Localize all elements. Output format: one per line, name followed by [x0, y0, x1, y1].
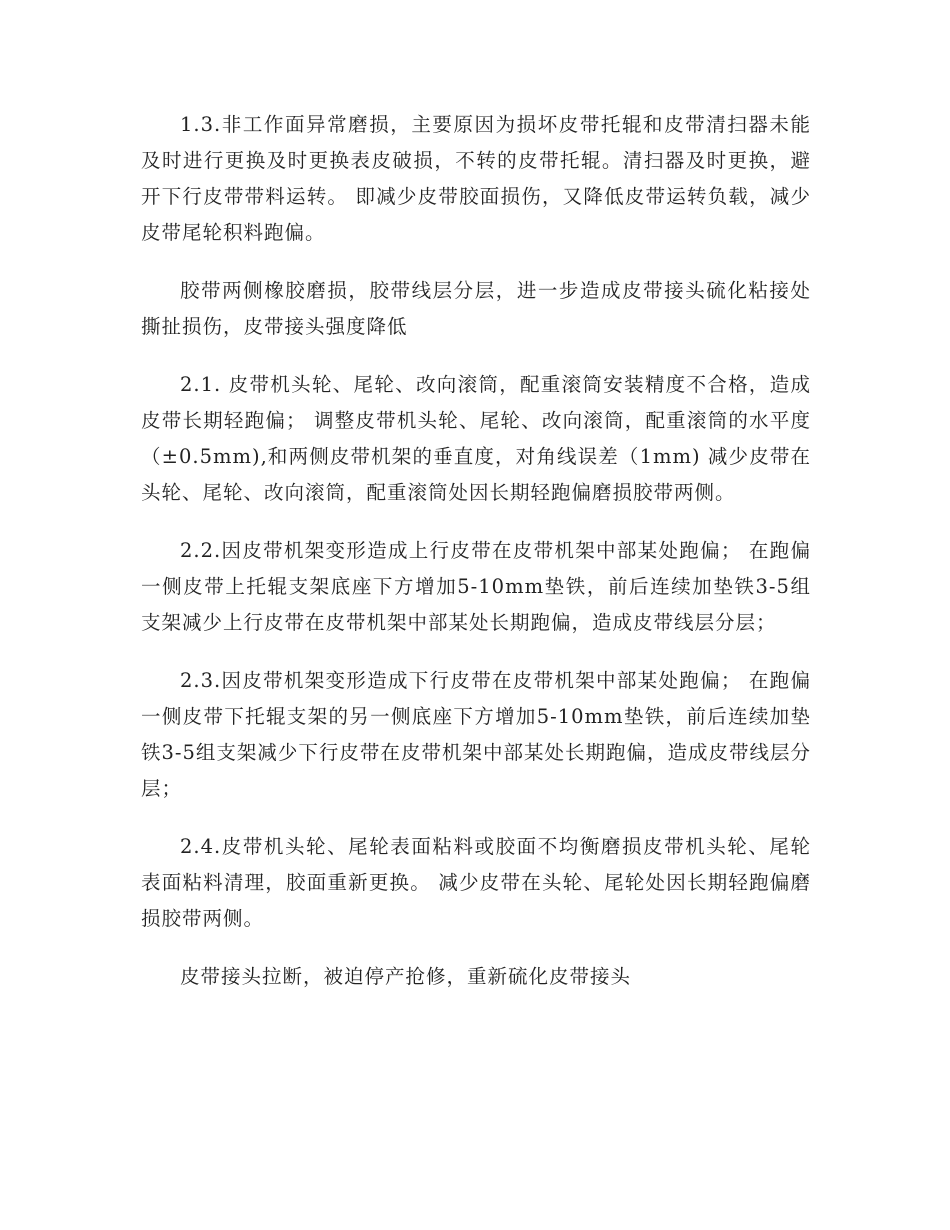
- paragraph-belt-edge-wear-summary: 胶带两侧橡胶磨损，胶带线层分层，进一步造成皮带接头硫化粘接处撕扯损伤，皮带接头强度降低: [141, 279, 811, 338]
- paragraph-2-3-lower-belt-deviation: 2.3.因皮带机架变形造成下行皮带在皮带机架中部某处跑偏； 在跑偏一侧皮带下托辊支架的另一侧底座下方增加5-10mm垫铁，前后连续加垫铁3-5组支架减少下行皮带在皮带机架中部某处长期跑偏，造成皮带线层分层；: [141, 669, 811, 800]
- document-body: [141, 107, 811, 1017]
- paragraph-1-3-non-working-surface-wear: 1.3.非工作面异常磨损，主要原因为损坏皮带托辊和皮带清扫器未能及时进行更换及时更换表皮破损，不转的皮带托辊。清扫器及时更换，避开下行皮带带料运转。 即减少皮带胶面损伤，又降低皮带运转负载，减少皮带尾轮积料跑偏。: [141, 113, 811, 244]
- paragraph-2-4-pulley-surface: 2.4.皮带机头轮、尾轮表面粘料或胶面不均衡磨损皮带机头轮、尾轮表面粘料清理，胶面重新更换。 减少皮带在头轮、尾轮处因长期轻跑偏磨损胶带两侧。: [141, 835, 811, 930]
- paragraph-2-2-upper-belt-deviation: 2.2.因皮带机架变形造成上行皮带在皮带机架中部某处跑偏； 在跑偏一侧皮带上托辊支架底座下方增加5-10mm垫铁，前后连续加垫铁3-5组支架减少上行皮带在皮带机架中部某处长期跑偏，造成皮带线层分层；: [141, 539, 811, 634]
- paragraph-2-1-pulley-installation: 2.1. 皮带机头轮、尾轮、改向滚筒，配重滚筒安装精度不合格，造成皮带长期轻跑偏； 调整皮带机头轮、尾轮、改向滚筒，配重滚筒的水平度（±0.5mm),和两侧皮带机架的垂直度，对角线误差（1mm) 减少皮带在头轮、尾轮、改向滚筒，配重滚筒处因长期轻跑偏磨损胶带两侧。: [141, 373, 811, 504]
- paragraph-belt-joint-break: 皮带接头拉断，被迫停产抢修，重新硫化皮带接头: [180, 965, 632, 988]
